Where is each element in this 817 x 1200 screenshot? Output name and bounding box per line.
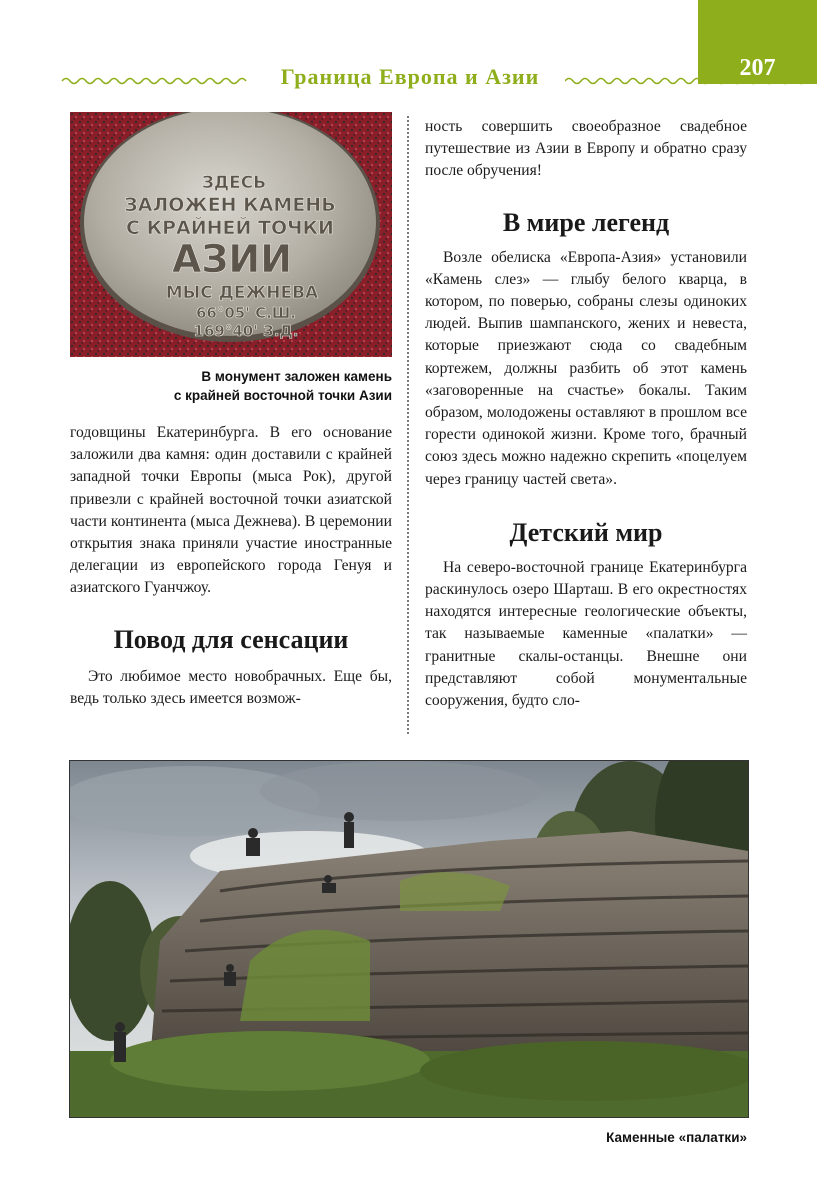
- monument-caption-line1: В монумент заложен камень: [201, 369, 392, 384]
- page-number: 207: [739, 55, 776, 81]
- section-title-kids: Детский мир: [509, 517, 663, 547]
- section-title-povod: Повод для сенсации: [113, 624, 349, 654]
- plaque-text-line: МЫС ДЕЖНЕВА: [165, 283, 319, 303]
- right-paragraph-1: ность совершить своеобразное свадебное путешествие из Азии в Европу и обратно сразу после обручения!: [425, 118, 747, 180]
- right-paragraph-2: Возле обелиска «Европа-Азия» установили «Камень слез» — глыбу белого кварца, в котором, по поверью, собраны слезы одиноких людей. Выпив шампанского, жених и невеста, которые приезжают сюда со свадебным кортежем, должны разбить об этот камень «заговоренные на счастье» бокалы. Таким образом, молодожены оставляют в прошлом все горести одинокой жизни. Кроме того, брачный союз здесь можно надежно скрепить «поцелуем через границу частей света».: [425, 248, 747, 488]
- left-paragraph-2: Это любимое место новобрачных. Еще бы, ведь только здесь имеется возмож-: [70, 667, 392, 707]
- monument-plaque-photo: [70, 112, 392, 357]
- rocks-caption: Каменные «палатки»: [606, 1130, 747, 1145]
- right-paragraph-3: На северо-восточной границе Екатеринбурга раскинулось озеро Шарташ. В его окрестностях находятся интересные геологические объекты, так называемые каменные «палатки» — гранитные скалы-останцы. Внешне они представляют собой монументальные сооружения, будто сло-: [425, 558, 747, 710]
- plaque-text-line: ЗДЕСЬ: [201, 173, 267, 193]
- plaque-text-line: АЗИИ: [171, 237, 293, 281]
- plaque-text-line: ЗАЛОЖЕН КАМЕНЬ: [124, 194, 336, 216]
- left-column: [70, 112, 392, 710]
- column-divider: [407, 116, 409, 734]
- plaque-text-line: 66°05' С.Ш.: [196, 304, 296, 322]
- section-title-legends: В мире легенд: [502, 207, 670, 237]
- plaque-text-line: С КРАЙНЕЙ ТОЧКИ: [126, 217, 334, 239]
- monument-caption-line2: с крайней восточной точки Азии: [173, 388, 392, 403]
- left-paragraph-1: годовщины Екатеринбурга. В его основание заложили два камня: один доставили с крайней западной точки Европы (мыса Рок), другой привезли с крайней восточной точки азиатской части континента (мыса Дежнева). В церемонии открытия знака приняли участие иностранные делегации из европейского города Генуя и азиатского Гуанчжоу.: [70, 424, 392, 597]
- right-column: [425, 116, 747, 712]
- plaque-text-line: 169°40' З.Д.: [193, 322, 299, 340]
- stone-tents-rocks-photo: [69, 760, 749, 1118]
- running-title: Граница Европа и Азии: [255, 63, 565, 91]
